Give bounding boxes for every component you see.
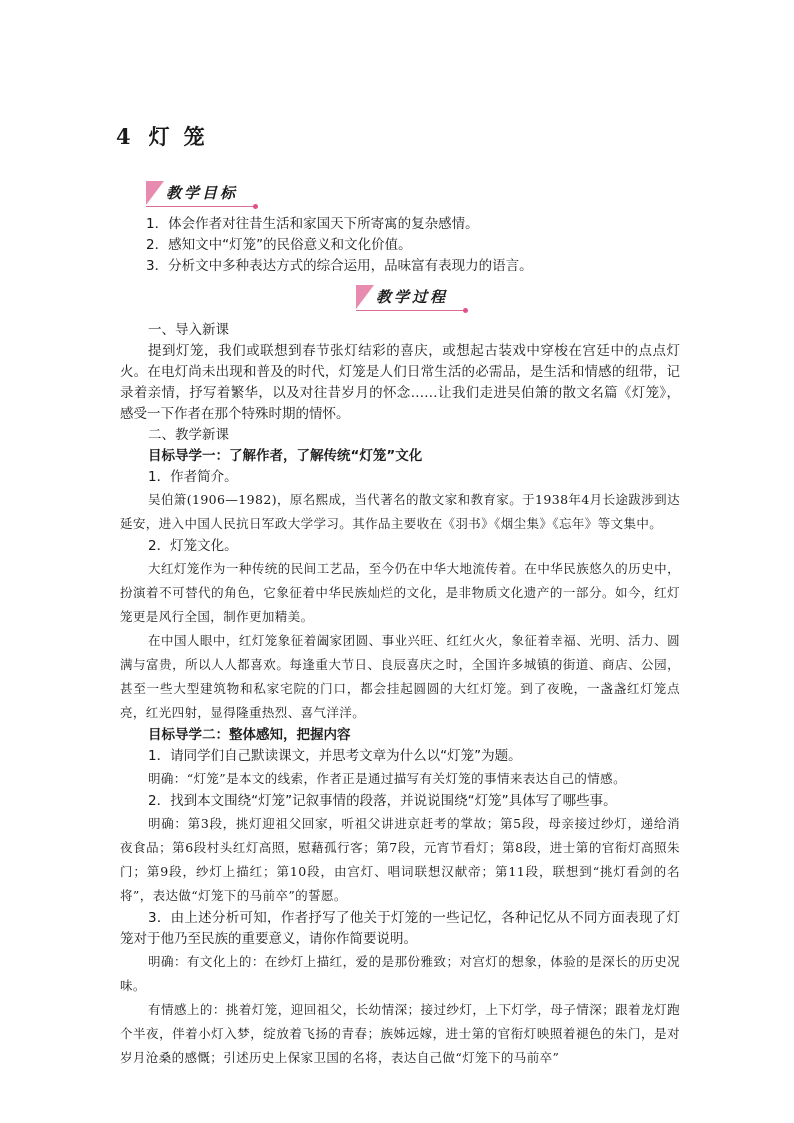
banner-dot-icon xyxy=(463,308,468,313)
banner-triangle-icon xyxy=(146,181,164,205)
banner-dot-icon xyxy=(253,204,258,209)
answer-three: 明确：有文化上的：在纱灯上描红，爱的是那份雅致；对宫灯的想象，体验的是深长的历史况味。 xyxy=(120,954,680,993)
banner-rule xyxy=(356,310,466,311)
part1-heading: 一、导入新课 xyxy=(148,322,229,338)
question-three: 3．由上述分析可知，作者抒写了他关于灯笼的一些记忆，各种记忆从不同方面表现了灯笼对于他乃至民族的重要意义，请你作简要说明。 xyxy=(120,910,680,947)
culture-paragraph: 大红灯笼作为一种传统的民间工艺品，至今仍在中华大地流传着。在中华民族悠久的历史中，扮演着不可替代的角色，它象征着中华民族灿烂的文化，是非物质文化遗产的一部分。如今，红灯笼更是风行全国，制作更加精美。 xyxy=(120,561,680,624)
part2-heading: 二、教学新课 xyxy=(148,427,229,443)
answer-two: 明确：第3段，挑灯迎祖父回家，听祖父讲进京赶考的掌故；第5段，母亲接过纱灯，递给消夜食品；第6段村头红灯高照，慰藉孤行客；第7段，元宵节看灯；第8段，进士第的官衔灯高照朱门；第9段，纱灯上描红；第10段，由宫灯、唱词联想汉献帝；第11段，联想到“挑灯看剑的名将”，表达做“灯笼下的马前卒”的誓愿。 xyxy=(120,816,680,903)
target-one-heading: 目标导学一：了解作者，了解传统“灯笼”文化 xyxy=(148,448,423,464)
lesson-number: 4 xyxy=(116,124,133,149)
lesson-content xyxy=(120,320,680,1070)
banner-triangle-icon xyxy=(356,285,374,309)
question-one: 1．请同学们自己默读课文，并思考文章为什么以“灯笼”为题。 xyxy=(148,748,522,764)
target-two-heading: 目标导学二：整体感知，把握内容 xyxy=(148,727,351,743)
intro-paragraph: 提到灯笼，我们或联想到春节张灯结彩的喜庆，或想起古装戏中穿梭在宫廷中的点点灯火。在电灯尚未出现和普及的时代，灯笼是人们日常生活的必需品，是生活和情感的纽带，记录着亲情，抒写着繁华，以及对往昔岁月的怀念……让我们走进吴伯箫的散文名篇《灯笼》，感受一下作者在那个特殊时期的情怀。 xyxy=(120,343,680,422)
goal-item: 1．体会作者对往昔生活和家国天下所寄寓的复杂感情。 xyxy=(146,216,479,232)
culture-paragraph: 在中国人眼中，红灯笼象征着阖家团圆、事业兴旺、红红火火，象征着幸福、光明、活力、圆满与富贵，所以人人都喜欢。每逢重大节日、良辰喜庆之时，全国许多城镇的街道、商店、公园，甚至一些大型建筑物和私家宅院的门口，都会挂起圆圆的大红灯笼。到了夜晚，一盏盏红灯笼点亮，红光四射，显得隆重热烈、喜气洋洋。 xyxy=(120,633,680,720)
answer-one: 明确：“灯笼”是本文的线索，作者正是通过描写有关灯笼的事情来表达自己的情感。 xyxy=(148,771,626,786)
author-paragraph: 吴伯箫(1906—1982)，原名熙成，当代著名的散文家和教育家。于1938年4月长途跋涉到达延安，进入中国人民抗日军政大学学习。其作品主要收在《羽书》《烟尘集》《忘年》等文集中。 xyxy=(120,492,680,531)
answer-three-continued: 有情感上的：挑着灯笼，迎回祖父，长幼情深；接过纱灯，上下灯学，母子情深；跟着龙灯跑个半夜，伴着小灯入梦，绽放着飞扬的青春；族姊远嫁，进士第的官衔灯映照着褪色的朱门，是对岁月沧桑的感慨；引述历史上保家卫国的名将，表达自己做“灯笼下的马前卒” xyxy=(120,1002,680,1065)
goal-item: 2．感知文中“灯笼”的民俗意义和文化价值。 xyxy=(146,237,412,253)
goal-item: 3．分析文中多种表达方式的综合运用，品味富有表现力的语言。 xyxy=(146,258,533,274)
culture-heading: 2．灯笼文化。 xyxy=(148,538,238,554)
section-banner-goals xyxy=(146,181,256,205)
section-banner-process xyxy=(356,285,466,309)
author-heading: 1．作者简介。 xyxy=(148,469,238,485)
question-two: 2．找到本文围绕“灯笼”记叙事情的段落，并说说围绕“灯笼”具体写了哪些事。 xyxy=(148,793,617,809)
goals-list xyxy=(146,214,686,277)
section-heading-process: 教学过程 xyxy=(376,288,449,306)
section-heading-goals: 教学目标 xyxy=(166,184,239,202)
lesson-title xyxy=(116,121,219,151)
lesson-name: 灯笼 xyxy=(148,124,219,149)
banner-rule xyxy=(146,206,256,207)
